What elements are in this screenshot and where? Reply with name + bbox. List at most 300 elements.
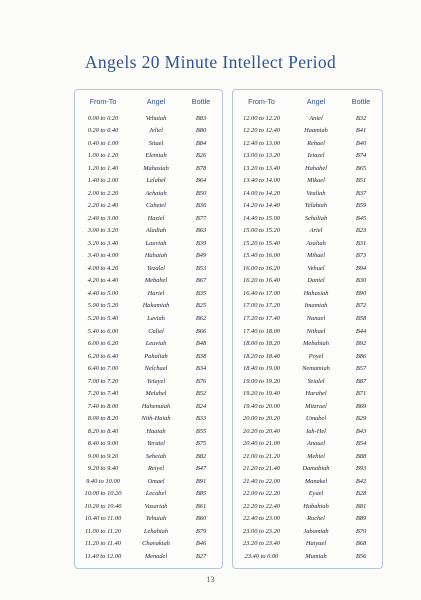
angel-name-cell: Mahasiah: [143, 164, 169, 172]
table-row: [75, 362, 222, 375]
angel-name-cell: Nith-Haiah: [141, 415, 171, 423]
table-row: [75, 275, 222, 288]
bottle-code-cell: B50: [195, 189, 207, 197]
angel-name-cell: Haaiah: [146, 427, 166, 435]
bottle-code-cell: B79: [195, 527, 207, 535]
time-range-cell: 18.00 to 18.20: [243, 340, 280, 348]
time-range-cell: 5.40 to 6.00: [87, 327, 119, 335]
bottle-code-cell: B52: [195, 390, 207, 398]
table-row: [75, 250, 222, 263]
time-range-cell: 16.20 to 16.40: [243, 277, 280, 285]
time-range-cell: 9.00 to 9.20: [87, 452, 119, 460]
time-range-cell: 7.20 to 7.40: [87, 390, 119, 398]
time-range-cell: 22.40 to 23.00: [243, 515, 280, 523]
time-range-cell: 18.20 to 18.40: [243, 352, 280, 360]
bottle-code-cell: B63: [195, 227, 207, 235]
angel-name-cell: Nanael: [306, 315, 326, 322]
table-row: [233, 212, 382, 225]
angel-name-cell: Habuhiah: [303, 502, 329, 510]
angel-name-cell: Melahel: [145, 390, 167, 398]
angel-name-cell: Mebahel: [144, 277, 168, 285]
time-range-cell: 23.00 to 23.20: [243, 527, 280, 535]
angel-name-cell: Mitzrael: [305, 402, 327, 410]
bottle-code-cell: B77: [195, 214, 207, 222]
table-row: [75, 312, 222, 325]
time-range-cell: 1.40 to 2.00: [87, 177, 119, 185]
bottle-code-cell: B47: [195, 465, 207, 473]
time-range-cell: 2.00 to 2.20: [87, 189, 119, 197]
table-row: [233, 525, 382, 538]
header-bottle: Bottle: [191, 96, 211, 106]
angel-name-cell: Menadel: [144, 552, 168, 560]
time-range-cell: 6.20 to 6.40: [87, 352, 119, 360]
bottle-code-cell: B36: [195, 202, 207, 210]
table-row: [75, 262, 222, 275]
angel-name-cell: Daniel: [307, 277, 325, 285]
angel-name-cell: Poyel: [308, 352, 324, 360]
time-range-cell: 9.20 to 9.40: [87, 465, 119, 473]
angel-name-cell: Laviah: [147, 315, 165, 322]
table-row: [233, 387, 382, 400]
angel-name-cell: Hahenuiah: [141, 402, 171, 410]
bottle-code-cell: B78: [195, 164, 207, 172]
angel-name-cell: Hakamiah: [142, 302, 170, 310]
bottle-code-cell: B75: [195, 440, 207, 448]
time-range-cell: 0.00 to 0.20: [87, 114, 119, 122]
angel-name-cell: Rehael: [307, 139, 325, 147]
table-header: [233, 90, 382, 112]
time-range-cell: 7.00 to 7.20: [87, 377, 119, 385]
table-row: [233, 462, 382, 475]
table-row: [233, 187, 382, 200]
bottle-code-cell: B23: [355, 227, 367, 235]
table-row: [75, 450, 222, 463]
angel-name-cell: Yezalel: [147, 264, 165, 272]
bottle-code-cell: B62: [195, 315, 207, 322]
time-range-cell: 14.00 to 14.20: [243, 189, 280, 197]
bottle-code-cell: B82: [195, 452, 207, 460]
table-row: [75, 437, 222, 450]
angel-name-cell: Anauel: [306, 440, 326, 448]
angel-name-cell: Leuviah: [145, 340, 167, 348]
angel-name-cell: Yelahiah: [304, 202, 328, 210]
bottle-code-cell: B66: [195, 327, 207, 335]
table-row: [75, 400, 222, 413]
table-row: [233, 162, 382, 175]
time-range-cell: 16.40 to 17.00: [243, 289, 280, 297]
table-row: [233, 300, 382, 313]
angel-name-cell: Seheiah: [145, 452, 167, 460]
time-range-cell: 8.20 to 8.40: [87, 427, 119, 435]
left-table: [74, 89, 223, 569]
time-range-cell: 15.20 to 15.40: [243, 239, 280, 247]
table-row: [75, 137, 222, 150]
time-range-cell: 15.40 to 16.00: [243, 252, 280, 260]
bottle-code-cell: B49: [195, 252, 207, 260]
table-row: [75, 337, 222, 350]
bottle-code-cell: B69: [355, 402, 367, 410]
bottle-code-cell: B35: [195, 289, 207, 297]
time-range-cell: 4.20 to 4.40: [87, 277, 119, 285]
time-range-cell: 22.00 to 22.20: [243, 490, 280, 498]
table-row: [233, 237, 382, 250]
bottle-code-cell: B76: [195, 377, 207, 385]
time-range-cell: 21.20 to 21.40: [243, 465, 280, 473]
angel-name-cell: Achaiah: [145, 189, 167, 197]
page-number: 13: [206, 575, 215, 584]
bottle-code-cell: B28: [355, 490, 367, 498]
angel-name-cell: Haiyael: [305, 540, 327, 548]
table-row: [75, 125, 222, 138]
angel-name-cell: Hahaiah: [144, 252, 168, 260]
angel-name-cell: Hahasiah: [303, 289, 329, 297]
angel-name-cell: Manakel: [304, 477, 328, 485]
angel-name-cell: Imamiah: [304, 302, 328, 310]
bottle-code-cell: B51: [355, 177, 367, 185]
table-row: [233, 400, 382, 413]
table-row: [75, 500, 222, 513]
bottle-code-cell: B67: [195, 277, 207, 285]
bottle-code-cell: B70: [355, 527, 367, 535]
time-range-cell: 2.20 to 2.40: [87, 202, 119, 210]
table-row: [233, 250, 382, 263]
angel-name-cell: Aniel: [309, 114, 323, 122]
table-row: [75, 425, 222, 438]
time-range-cell: 3.00 to 3.20: [87, 227, 119, 235]
angel-name-cell: Haamiah: [304, 127, 328, 135]
angel-name-cell: Hariel: [147, 289, 165, 297]
header-angel: Angel: [306, 96, 326, 106]
table-row: [75, 387, 222, 400]
time-range-cell: 13.40 to 14.00: [243, 177, 280, 185]
time-range-cell: 1.20 to 1.40: [87, 164, 119, 172]
table-row: [233, 287, 382, 300]
bottle-code-cell: B86: [355, 352, 367, 360]
table-row: [75, 538, 222, 551]
angel-name-cell: Sehaliah: [304, 214, 328, 222]
table-row: [233, 175, 382, 188]
bottle-code-cell: B80: [195, 127, 207, 135]
header-angel: Angel: [146, 96, 166, 106]
time-range-cell: 4.40 to 5.00: [87, 289, 119, 297]
table-row: [233, 325, 382, 338]
time-range-cell: 19.00 to 19.20: [243, 377, 280, 385]
bottle-code-cell: B90: [355, 289, 367, 297]
table-row: [75, 375, 222, 388]
time-range-cell: 2.40 to 3.00: [87, 214, 119, 222]
table-row: [233, 425, 382, 438]
time-range-cell: 16.00 to 16.20: [243, 264, 280, 272]
table-row: [233, 538, 382, 551]
angel-name-cell: Jabamiah: [303, 527, 329, 535]
table-row: [233, 262, 382, 275]
bottle-code-cell: B59: [355, 202, 367, 210]
angel-name-cell: Vasariah: [144, 502, 168, 510]
angel-name-cell: Yeialel: [307, 377, 325, 385]
table-row: [75, 200, 222, 213]
table-row: [233, 112, 382, 125]
angel-name-cell: Cahetel: [146, 202, 166, 210]
table-row: [233, 412, 382, 425]
bottle-code-cell: B53: [195, 264, 207, 272]
bottle-code-cell: B87: [355, 377, 367, 385]
table-row: [233, 225, 382, 238]
table-header: [75, 90, 222, 112]
time-range-cell: 17.00 to 17.20: [243, 302, 280, 310]
time-range-cell: 11.00 to 11.20: [85, 527, 121, 535]
bottle-code-cell: B31: [355, 239, 367, 247]
bottle-code-cell: B74: [355, 152, 367, 160]
bottle-code-cell: B44: [355, 327, 367, 335]
table-row: [233, 137, 382, 150]
bottle-code-cell: B38: [195, 352, 207, 360]
time-range-cell: 21.00 to 21.20: [243, 452, 280, 460]
bottle-code-cell: B71: [355, 390, 367, 398]
angel-name-cell: Vehuiah: [145, 114, 167, 122]
angel-name-cell: Nemamiah: [302, 365, 330, 373]
time-range-cell: 0.40 to 1.00: [87, 139, 119, 147]
bottle-code-cell: B73: [355, 252, 367, 260]
header-from-to: From-To: [89, 96, 117, 106]
bottle-code-cell: B84: [195, 139, 207, 147]
header-from-to: From-To: [248, 96, 275, 106]
table-row: [75, 175, 222, 188]
time-range-cell: 1.00 to 1.20: [87, 152, 119, 160]
bottle-code-cell: B27: [195, 552, 207, 560]
table-row: [75, 487, 222, 500]
time-range-cell: 10.00 to 10.20: [84, 490, 122, 498]
table-row: [75, 187, 222, 200]
bottle-code-cell: B68: [355, 540, 367, 548]
bottle-code-cell: B64: [195, 177, 207, 185]
table-row: [233, 513, 382, 526]
bottle-code-cell: B55: [195, 427, 207, 435]
time-range-cell: 21.40 to 22.00: [243, 477, 280, 485]
table-row: [75, 462, 222, 475]
table-row: [233, 125, 382, 138]
table-row: [233, 450, 382, 463]
time-range-cell: 3.40 to 4.00: [87, 252, 119, 260]
bottle-code-cell: B32: [355, 114, 367, 122]
time-range-cell: 4.00 to 4.20: [87, 264, 119, 272]
right-table: [232, 89, 383, 569]
bottle-code-cell: B56: [355, 552, 367, 560]
angel-name-cell: Veuliah: [306, 189, 326, 197]
table-row: [75, 412, 222, 425]
time-range-cell: 18.40 to 19.00: [243, 365, 280, 373]
page-title: Angels 20 Minute Intellect Period: [84, 52, 337, 72]
time-range-cell: 7.40 to 8.00: [87, 402, 119, 410]
angel-name-cell: Lauviah: [145, 239, 167, 247]
table-row: [75, 225, 222, 238]
bottle-code-cell: B58: [355, 315, 367, 322]
table-row: [233, 550, 382, 563]
table-row: [75, 237, 222, 250]
table-row: [75, 550, 222, 563]
bottle-code-cell: B83: [195, 114, 207, 122]
time-range-cell: 20.20 to 20.40: [243, 427, 280, 435]
angel-name-cell: Jeliel: [149, 127, 163, 135]
bottle-code-cell: B45: [355, 214, 367, 222]
table-row: [75, 350, 222, 363]
table-row: [233, 475, 382, 488]
angel-name-cell: Aladiah: [145, 227, 167, 235]
time-range-cell: 9.40 to 10.00: [86, 477, 120, 485]
time-range-cell: 17.40 to 18.00: [243, 327, 280, 335]
angel-name-cell: Mumiah: [305, 552, 327, 560]
time-range-cell: 6.00 to 6.20: [87, 340, 119, 348]
time-range-cell: 19.20 to 19.40: [243, 390, 280, 398]
time-range-cell: 11.20 to 11.40: [85, 540, 121, 548]
angel-name-cell: Umabel: [305, 415, 327, 423]
table-row: [75, 475, 222, 488]
bottle-code-cell: B46: [195, 540, 207, 548]
bottle-code-cell: B94: [355, 264, 367, 272]
bottle-code-cell: B54: [355, 440, 367, 448]
angel-name-cell: Mebahiah: [303, 340, 329, 348]
angel-name-cell: Chavakiah: [142, 540, 170, 548]
angel-name-cell: Rochel: [307, 515, 325, 523]
angel-name-cell: Vehuel: [307, 264, 325, 272]
time-range-cell: 23.40 to 0.00: [244, 552, 279, 560]
angel-name-cell: Mihael: [306, 252, 326, 260]
angel-name-cell: Damabiah: [302, 465, 330, 473]
angel-name-cell: Yeiayel: [146, 377, 166, 385]
angel-name-cell: Pahaliah: [144, 352, 168, 360]
table-row: [75, 325, 222, 338]
table-row: [233, 437, 382, 450]
bottle-code-cell: B88: [355, 452, 367, 460]
table-row: [233, 362, 382, 375]
table-row: [75, 162, 222, 175]
table-row: [75, 525, 222, 538]
angel-name-cell: Hahahel: [304, 164, 327, 172]
bottle-code-cell: B93: [355, 465, 367, 473]
table-row: [233, 200, 382, 213]
time-range-cell: 10.40 to 11.00: [84, 515, 122, 523]
time-range-cell: 20.00 to 20.20: [243, 415, 280, 423]
bottle-code-cell: B91: [195, 477, 207, 485]
time-range-cell: 12.40 to 13.00: [243, 139, 280, 147]
time-range-cell: 12.20 to 12.40: [243, 127, 280, 135]
bottle-code-cell: B43: [355, 427, 367, 435]
time-range-cell: 22.20 to 22.40: [243, 502, 280, 510]
time-range-cell: 5.00 to 5.20: [87, 302, 119, 310]
angel-name-cell: Reiyel: [148, 465, 164, 473]
time-range-cell: 6.40 to 7.00: [87, 365, 119, 373]
table-row: [233, 487, 382, 500]
table-row: [233, 275, 382, 288]
time-range-cell: 0.20 to 0.40: [87, 127, 119, 135]
bottle-code-cell: B72: [355, 302, 367, 310]
angel-name-cell: Eyael: [308, 490, 324, 498]
bottle-code-cell: B26: [195, 152, 207, 160]
bottle-code-cell: B24: [195, 402, 207, 410]
bottle-code-cell: B40: [355, 139, 367, 147]
angel-name-cell: Lelahel: [146, 177, 166, 185]
bottle-code-cell: B89: [355, 515, 367, 523]
bottle-code-cell: B34: [195, 365, 207, 373]
bottle-code-cell: B39: [195, 239, 207, 247]
right-table-body: [233, 112, 382, 563]
angel-name-cell: Lecabel: [145, 490, 167, 498]
angel-name-cell: Haziel: [147, 214, 165, 222]
bottle-code-cell: B37: [355, 189, 367, 197]
time-range-cell: 5.20 to 5.40: [87, 315, 119, 322]
time-range-cell: 13.20 to 13.40: [243, 164, 280, 172]
angel-name-cell: Nelchael: [144, 365, 168, 373]
bottle-code-cell: B33: [195, 415, 207, 423]
bottle-code-cell: B48: [195, 340, 207, 348]
table-row: [75, 300, 222, 313]
bottle-code-cell: B41: [355, 127, 367, 135]
table-row: [75, 287, 222, 300]
header-bottle: Bottle: [351, 96, 371, 106]
time-range-cell: 15.00 to 15.20: [243, 227, 280, 235]
time-range-cell: 12.00 to 12.20: [243, 114, 280, 122]
angel-name-cell: Lehahiah: [143, 527, 169, 535]
angel-name-cell: Ariel: [309, 227, 323, 235]
bottle-code-cell: B60: [195, 515, 207, 523]
time-range-cell: 13.00 to 13.20: [243, 152, 280, 160]
table-row: [75, 112, 222, 125]
table-row: [233, 150, 382, 163]
bottle-code-cell: B30: [355, 277, 367, 285]
bottle-code-cell: B42: [355, 477, 367, 485]
bottle-code-cell: B81: [355, 502, 367, 510]
time-range-cell: 8.00 to 8.20: [87, 415, 119, 423]
angel-name-cell: Caliel: [148, 327, 164, 335]
time-range-cell: 14.20 to 14.40: [243, 202, 280, 210]
bottle-code-cell: B92: [355, 340, 367, 348]
table-row: [75, 513, 222, 526]
bottle-code-cell: B85: [195, 490, 207, 498]
angel-name-cell: Asaliah: [306, 239, 326, 247]
time-range-cell: 11.40 to 12.00: [84, 552, 122, 560]
table-row: [233, 500, 382, 513]
bottle-code-cell: B65: [355, 164, 367, 172]
time-range-cell: 19.40 to 20.00: [243, 402, 280, 410]
angel-name-cell: Omael: [147, 477, 165, 485]
table-row: [75, 150, 222, 163]
bottle-code-cell: B29: [355, 415, 367, 423]
angel-name-cell: Harahel: [305, 390, 327, 398]
time-range-cell: 8.40 to 9.00: [87, 440, 119, 448]
time-range-cell: 10.20 to 10.40: [84, 502, 122, 510]
angel-name-cell: Sitael: [148, 139, 164, 147]
table-row: [233, 337, 382, 350]
table-row: [233, 375, 382, 388]
bottle-code-cell: B57: [355, 365, 367, 373]
time-range-cell: 17.20 to 17.40: [243, 315, 280, 322]
table-row: [75, 212, 222, 225]
angel-name-cell: Ieiazel: [307, 152, 325, 160]
time-range-cell: 3.20 to 3.40: [87, 239, 119, 247]
angel-name-cell: Elemiah: [145, 152, 167, 160]
time-range-cell: 14.40 to 15.00: [243, 214, 280, 222]
angel-name-cell: Mikael: [307, 177, 325, 185]
angel-name-cell: Mehiel: [307, 452, 325, 460]
time-range-cell: 23.20 to 23.40: [243, 540, 280, 548]
angel-name-cell: Yeratel: [147, 440, 165, 448]
angel-name-cell: Iah-Hel: [306, 427, 326, 435]
angel-name-cell: Yehuiah: [145, 515, 167, 523]
left-table-body: [75, 112, 222, 563]
angel-name-cell: Nithael: [306, 327, 326, 335]
table-row: [233, 350, 382, 363]
table-row: [233, 312, 382, 325]
bottle-code-cell: B25: [195, 302, 207, 310]
